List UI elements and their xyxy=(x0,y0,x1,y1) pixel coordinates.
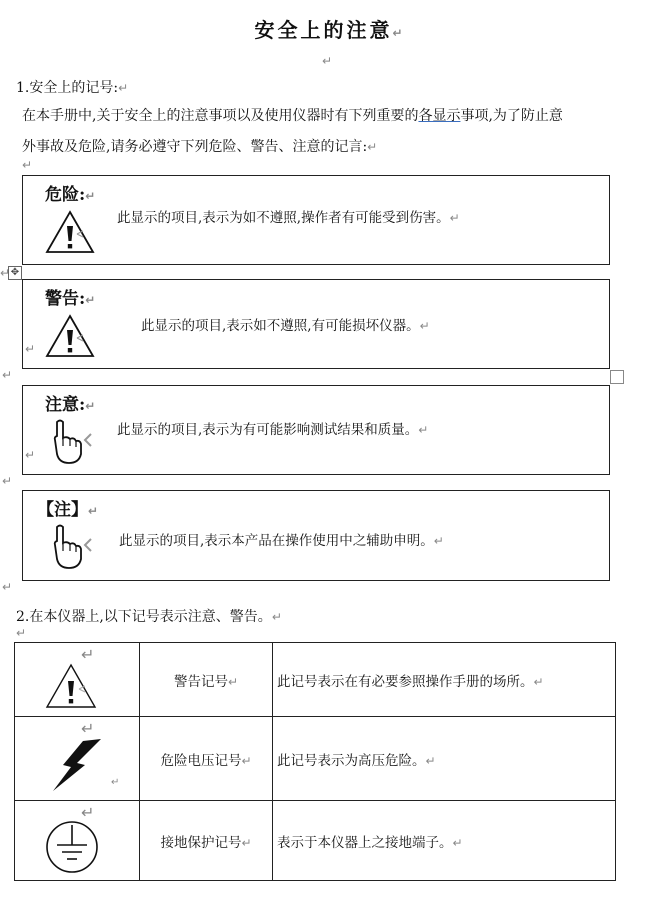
paragraph-mark: ↵ xyxy=(16,626,27,640)
paragraph-mark: ↵ xyxy=(25,448,36,462)
table-row xyxy=(15,717,616,801)
caution-label: 注意:↵ xyxy=(45,395,96,415)
paragraph-mark: ↵ xyxy=(271,610,282,624)
intro-text: 外事故及危险,请务必遵守下列危险、警告、注意的记言: xyxy=(22,139,368,155)
paragraph-mark: ↵ xyxy=(22,158,33,172)
paragraph-mark: ↵ xyxy=(118,81,129,95)
note-label: 【注】↵ xyxy=(37,500,99,520)
warning-box xyxy=(22,279,610,369)
symbol-name-cell: 警告记号↵ xyxy=(140,643,273,717)
note-description: 此显示的项目,表示本产品在操作使用中之辅助申明。↵ xyxy=(119,533,444,549)
ground-protection-icon xyxy=(43,819,101,875)
section2-heading xyxy=(16,603,282,631)
symbol-desc-cell: 此记号表示在有必要参照操作手册的场所。↵ xyxy=(273,643,616,717)
paragraph-mark: ↵ xyxy=(25,342,36,356)
warning-triangle-icon xyxy=(43,208,97,256)
table-row xyxy=(15,643,616,717)
symbol-name-cell: 危险电压记号↵ xyxy=(140,717,273,801)
page-title-text: 安全上的注意 xyxy=(254,18,393,42)
section1-heading-text: 1.安全上的记号: xyxy=(16,80,119,96)
symbol-cell: ↵ xyxy=(15,643,140,717)
section2-heading-text: 2.在本仪器上,以下记号表示注意、警告。 xyxy=(16,609,272,625)
intro-text: 事项,为了防止意 xyxy=(460,108,563,124)
paragraph-mark: ↵ xyxy=(2,580,13,594)
symbols-table xyxy=(14,642,616,881)
symbol-desc-cell: 表示于本仪器上之接地端子。↵ xyxy=(273,801,616,881)
table-resize-handle[interactable] xyxy=(610,370,624,384)
caution-box xyxy=(22,385,610,475)
intro-line-1 xyxy=(22,102,563,130)
warning-triangle-icon xyxy=(43,312,97,360)
intro-line-2 xyxy=(22,133,377,161)
danger-box xyxy=(22,175,610,265)
pointing-hand-icon xyxy=(43,521,97,571)
symbol-cell: ↵ ↵ xyxy=(15,717,140,801)
table-row xyxy=(15,801,616,881)
paragraph-mark: ↵ xyxy=(367,140,378,154)
paragraph-mark: ↵ xyxy=(2,474,13,488)
danger-description: 此显示的项目,表示为如不遵照,操作者有可能受到伤害。↵ xyxy=(117,210,460,226)
paragraph-mark: ↵ xyxy=(2,368,13,382)
paragraph-mark: ↵ xyxy=(322,54,333,68)
warning-triangle-icon xyxy=(43,661,99,711)
page-title xyxy=(0,14,660,43)
note-box xyxy=(22,490,610,581)
paragraph-mark: ↵ xyxy=(0,266,11,280)
high-voltage-icon xyxy=(49,737,109,793)
warning-description: 此显示的项目,表示如不遵照,有可能损坏仪器。↵ xyxy=(141,318,430,334)
table-move-handle[interactable]: ✥ xyxy=(8,266,22,280)
danger-label: 危险:↵ xyxy=(45,185,96,205)
warning-label: 警告:↵ xyxy=(45,289,96,309)
intro-text: 在本手册中,关于安全上的注意事项以及使用仪器时有下列重要的 xyxy=(22,108,419,124)
intro-underlined-text: 各显示 xyxy=(418,108,461,124)
pointing-hand-icon xyxy=(43,416,97,466)
paragraph-mark: ↵ xyxy=(392,26,406,40)
section1-heading xyxy=(16,74,128,102)
caution-description: 此显示的项目,表示为有可能影响测试结果和质量。↵ xyxy=(117,422,429,438)
symbol-cell: ↵ xyxy=(15,801,140,881)
symbol-name-cell: 接地保护记号↵ xyxy=(140,801,273,881)
symbol-desc-cell: 此记号表示为高压危险。↵ xyxy=(273,717,616,801)
